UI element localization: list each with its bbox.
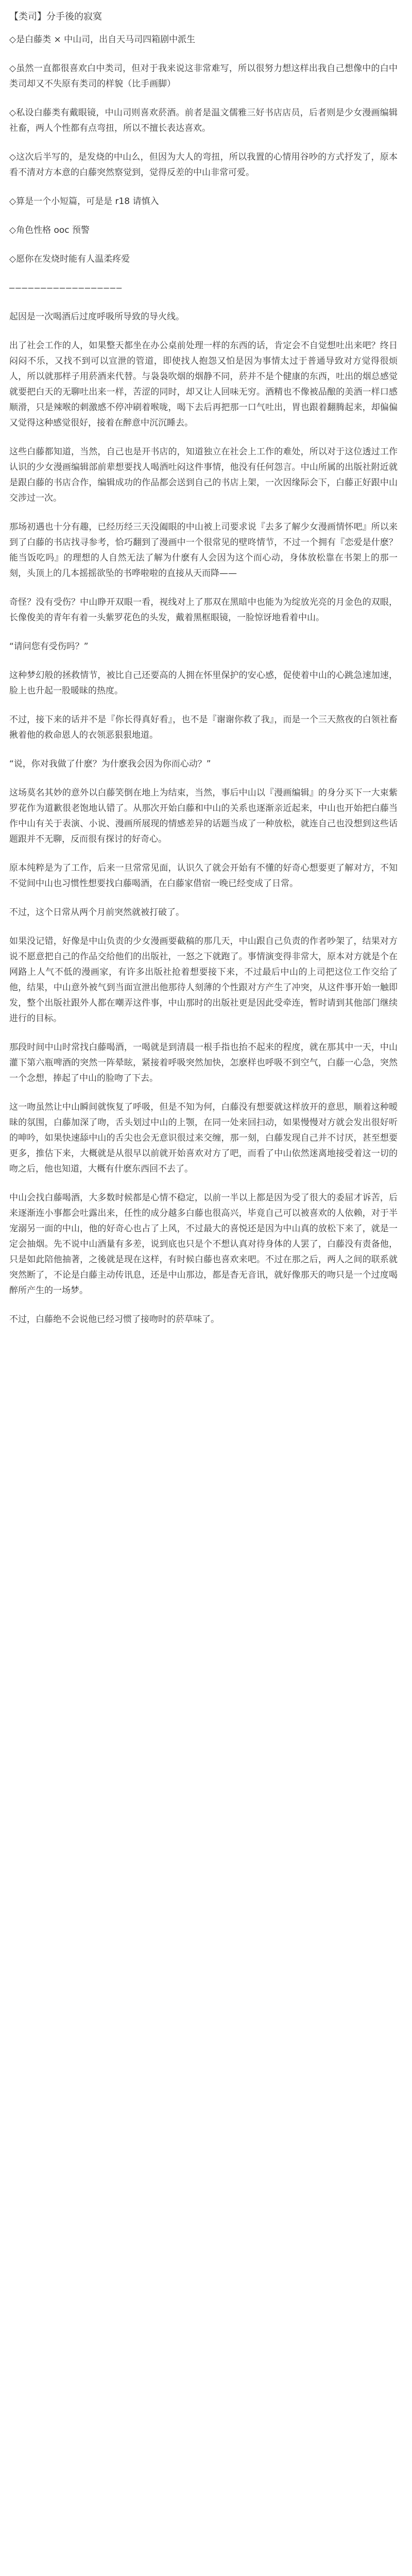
story-paragraph: 不过，这个日常从两个月前突然就被打破了。 xyxy=(9,907,184,918)
story-paragraph: 出了社会工作的人，如果整天都坐在办公桌前处理一样的东西的话，肯定会不自觉想吐出来吧？终日闷闷不乐，又找不到可以宣泄的管道，即使找人抱怨又怕是因为事情太过于普通导致对方觉得很烦人，所以就那样子用菸酒来代替。与袅袅吹烟的烟静不同，菸并不是个健康的东西，吐出的烟总感觉就要把白天的无聊吐出来一样，苦涩的同时，却又让人回味无穷。酒精也不像被品酿的美酒一样口感顺滑，只是辣喉的刺激感不停冲刷着喉咙，喝下去后再把那一口气吐出，胃也跟着翻腾起来，却偏偏又觉得这种感觉很好，接着在醉意中沉沉睡去。 xyxy=(9,341,398,428)
story-paragraph: 如果没记错，好像是中山负责的少女漫画要截稿的那几天，中山跟自己负责的作者吵架了，结果对方说不愿意把自己的作品交给他们的出版社，一怒之下就跑了。事情演变得非常大，原本对方就是个在网路上人气不低的漫画家，有许多出版社抢着想要接下来，不过最后中山的上司把这位工作交给了他，结果，中山意外被气到当面宣泄出他那待人刻薄的个性跟对方产生了冲突，从这件事开始一触即发，整个出版社跟外人都在嘲弄这件事，中山那时的出版社更是因此受牵连，暂时请到其他部门继续进行的目标。 xyxy=(9,936,398,1024)
story-paragraph: 中山会找白藤喝酒，大多数时候都是心情不稳定，以前一半以上都是因为受了很大的委屈才诉苦，后来逐渐连小事都会吐露出来，任性的成分越多白藤也很高兴，毕竟自己可以被喜欢的人依赖，对于半宠溺另一面的中山，他的好奇心也占了上风，不过最大的喜悦还是因为中山真的放松下来了，就是一定会抽烟。先不说中山酒量有多差，说到底也只是个不想认真对待身体的人罢了，白藤没有责备他，只是如此陪他抽著，之後就是现在这样，有时候白藤也喜欢来吧。不过在那之后，两人之间的联系就突然断了，不论是白藤主动传讯息，还是中山那边，都是杳无音讯，就好像那天的吻只是一个过度喝醉所产生的一场梦。 xyxy=(9,1193,398,1296)
intro-line: ◇虽然一直都很喜欢白中类司，但对于我来说这非常难写，所以很努力想这样出我自己想像中的白中类司却又不失原有类司的样貌（比手画脚） xyxy=(9,63,398,89)
story-paragraph: 奇怪？没有受伤？中山睁开双眼一看，视线对上了那双在黑暗中也能为为绽放光亮的月金色的双眼，长像俊美的青年有着一头紫罗花色的头发，戴着黑框眼镜，一脸惊讶地看着中山。 xyxy=(9,597,398,623)
intro-line: ◇是白藤类 × 中山司，出自天马司四箱剧中派生 xyxy=(9,35,196,45)
intro-line: ◇角色性格 ooc 预警 xyxy=(9,225,90,235)
section-divider: —————————————————— xyxy=(9,283,123,293)
intro-line: ◇愿你在发烧时能有人温柔疼爱 xyxy=(9,254,130,264)
intro-line: ◇这次后半写的，是发烧的中山么，但因为大人的弯扭，所以我置的心情用谷吵的方式抒发了，原本看不清对方本意的白藤突然察觉到，觉得反差的中山非常可爱。 xyxy=(9,152,398,178)
story-paragraph: 不过，接下来的话并不是『你长得真好看』，也不是『谢谢你救了我』，而是一个三天熬夜的白领社畜揪着他的救命恩人的衣领恶狠狠地道。 xyxy=(9,715,398,740)
dialogue-line: “说，你对我做了什麽？为什麽我会因为你而心动？” xyxy=(9,759,211,769)
story-paragraph: 不过，白藤绝不会说他已经习惯了接吻时的菸草味了。 xyxy=(9,1314,219,1325)
story-paragraph: 这种梦幻般的拯救情节，被比自己还要高的人拥在怀里保护的安心感，促使着中山的心跳急速加速，脸上也升起一股暖昧的热度。 xyxy=(9,670,398,696)
story-paragraph: 这些白藤都知道，当然，自己也是开书店的，知道独立在社会上工作的难处，所以对于这位透过工作认识的少女漫画编辑部前辈想要找人喝酒吐闷这件事情，他没有任何怨言。中山所属的出版社附近就是跟白藤的书店合作，编辑成功的作品都会送到自己的书店上架，一次因缘际会下，白藤正好跟中山交涉过一次。 xyxy=(9,447,398,503)
dialogue-line: “请问您有受伤吗？” xyxy=(9,641,89,652)
document-title: 【类司】分手後的寂寞 xyxy=(9,11,102,22)
story-paragraph: 这一吻虽然让中山瞬间就恢复了呼吸，但是不知为何，白藤没有想要就这样放开的意思，顺着这种暧昧的氛围，白藤加深了吻，舌头划过中山的上颚，在同一处来回扫动，如果慢慢对方就会发出很好听的呻吟，如果快速舔中山的舌尖也会无意识很过来交缠，那一刻，白藤发现自己并不讨厌，甚至想要更多，推估下来，大概就是从很早以前就开始喜欢对方了吧，而看了中山依然迷离地接受着这一切的吻之后，他也知道，大概有什麽东西回不去了。 xyxy=(9,1102,398,1174)
story-paragraph: 这场莫名其妙的意外以白藤笑倒在地上为结束，当然，事后中山以『漫画编辑』的身分买下一大束紫罗花作为道歉很老饱地认错了。从那次开始白藤和中山的关系也逐渐亲近起来，中山也开始把白藤当作中山有关于表演、小说、漫画所展现的情感差异的话题当成了一种放松，就连自己也没想到这些话题跟并不无聊，反而很有探讨的好奇心。 xyxy=(9,788,398,844)
story-paragraph: 那段时间中山时常找白藤喝酒，一喝就是到清晨一根手指也抬不起来的程度，就在那其中一天，中山灌下第六瓶啤酒的突然一阵晕眩，紧接着呼吸突然加快，怎麽样也呼吸不到空气，白藤一心急，突然一个念想，捧起了中山的脸吻了下去。 xyxy=(9,1042,398,1083)
intro-line: ◇私设白藤类有戴眼镜，中山司则喜欢菸酒。前者是温文儒雅三好书店店员，后者则是少女漫画编辑社畜，两人个性都有点弯扭，所以不擅长表达喜欢。 xyxy=(9,108,398,133)
story-paragraph: 那场初遇也十分有趣，已经历经三天没阖眼的中山被上司要求说『去多了解少女漫画情怀吧』所以来到了白藤的书店找寻参考，恰巧翻到了漫画中一个很常见的壁咚情节，不过一个拥有『恋爱是什麽？能当饭吃吗』的理想的人自然无法了解为什麽有人会因为这个而心动，身体放松靠在书架上的那一刻，头顶上的几本摇摇欲坠的书哗啦啦的直接从天而降—— xyxy=(9,522,398,579)
intro-line: ◇算是一个小短篇，可是是 r18 请慎入 xyxy=(9,196,159,207)
story-paragraph: 原本纯粹是为了工作，后来一旦常常见面，认识久了就会开始有不懂的好奇心想要更了解对方，不知不觉间中山也习惯性想要找白藤喝酒，在白藤家借宿一晚已经变成了日常。 xyxy=(9,863,398,889)
story-paragraph: 起因是一次喝酒后过度呼吸所导致的导火线。 xyxy=(9,312,184,322)
